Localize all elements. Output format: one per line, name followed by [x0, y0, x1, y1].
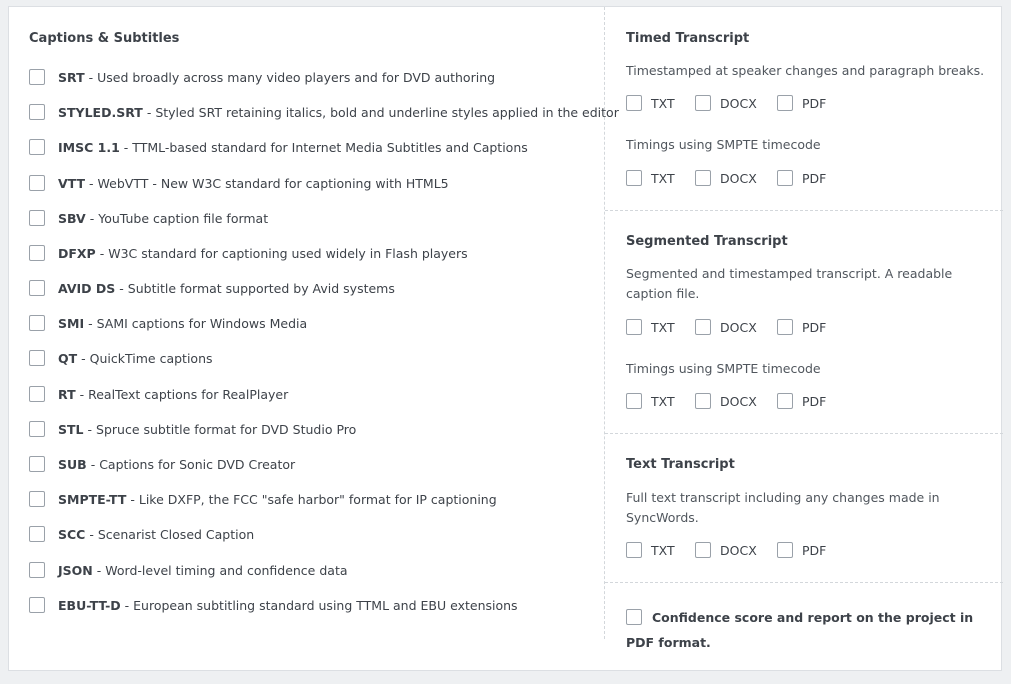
format-row-dfxp[interactable]	[29, 243, 468, 263]
option-label: PDF	[802, 95, 827, 111]
segmented-transcript-description: Segmented and timestamped transcript. A readable caption file.	[626, 266, 953, 301]
section-divider	[605, 210, 1003, 211]
format-code: SCC	[58, 526, 86, 542]
option-label: PDF	[802, 542, 827, 558]
checkbox[interactable]	[695, 542, 711, 558]
format-checkbox[interactable]	[29, 562, 45, 578]
format-separator: -	[81, 350, 86, 366]
format-checkbox[interactable]	[29, 245, 45, 261]
format-code: SRT	[58, 69, 85, 85]
format-separator: -	[87, 421, 93, 437]
checkbox[interactable]	[626, 95, 642, 111]
format-code: VTT	[58, 175, 86, 191]
format-checkbox[interactable]	[29, 491, 45, 507]
checkbox[interactable]	[695, 170, 711, 186]
format-row-qt[interactable]	[29, 348, 213, 368]
format-separator: -	[79, 386, 85, 402]
checkbox[interactable]	[695, 393, 711, 409]
format-row-sub[interactable]	[29, 454, 295, 474]
format-checkbox[interactable]	[29, 350, 45, 366]
timed-transcript-description: Timestamped at speaker changes and paragraph breaks.	[626, 63, 985, 78]
format-checkbox[interactable]	[29, 456, 45, 472]
text-docx-option[interactable]	[695, 542, 759, 558]
confidence-report-option[interactable]	[626, 605, 976, 655]
option-label: TXT	[651, 170, 675, 186]
format-description: Captions for Sonic DVD Creator	[99, 456, 296, 472]
format-checkbox[interactable]	[29, 69, 45, 85]
timed-smpte-txt-option[interactable]	[626, 170, 677, 186]
format-code: IMSC 1.1	[58, 139, 120, 155]
format-code: STL	[58, 421, 84, 437]
option-label: DOCX	[720, 95, 757, 111]
format-checkbox[interactable]	[29, 386, 45, 402]
text-transcript-description: Full text transcript including any changes made in SyncWords.	[626, 490, 940, 525]
format-description: QuickTime captions	[89, 350, 213, 366]
option-label: TXT	[651, 393, 675, 409]
format-code: SMPTE-TT	[58, 491, 127, 507]
format-description: WebVTT - New W3C standard for captioning with HTML5	[97, 175, 449, 191]
section-divider	[605, 433, 1003, 434]
text-file-options	[626, 540, 844, 560]
format-description: Spruce subtitle format for DVD Studio Pro	[96, 421, 357, 437]
format-description: Subtitle format supported by Avid systems	[127, 280, 395, 296]
format-description: Used broadly across many video players and for DVD authoring	[97, 69, 496, 85]
format-row-ebu-tt-d[interactable]	[29, 595, 518, 615]
format-row-vtt[interactable]	[29, 173, 449, 193]
timed-smpte-pdf-option[interactable]	[777, 170, 826, 186]
format-checkbox[interactable]	[29, 421, 45, 437]
format-row-avid-ds[interactable]	[29, 278, 395, 298]
checkbox[interactable]	[626, 170, 642, 186]
checkbox[interactable]	[777, 319, 793, 335]
option-label: TXT	[651, 319, 675, 335]
format-code: QT	[58, 350, 78, 366]
format-row-rt[interactable]	[29, 384, 288, 404]
format-separator: -	[123, 139, 129, 155]
segmented-smpte-file-options	[626, 391, 844, 411]
format-description: SAMI captions for Windows Media	[96, 315, 308, 331]
format-separator: -	[90, 456, 96, 472]
timed-transcript-title: Timed Transcript	[626, 31, 750, 46]
timed-smpte-label: Timings using SMPTE timecode	[626, 137, 821, 152]
format-checkbox[interactable]	[29, 175, 45, 191]
captions-subtitles-title: Captions & Subtitles	[29, 31, 180, 46]
format-description: Scenarist Closed Caption	[97, 526, 255, 542]
text-transcript-title: Text Transcript	[626, 457, 735, 472]
segmented-smpte-docx-option[interactable]	[695, 393, 759, 409]
export-options-panel	[8, 6, 1002, 671]
format-code: EBU-TT-D	[58, 597, 121, 613]
option-label: PDF	[802, 170, 827, 186]
format-checkbox[interactable]	[29, 210, 45, 226]
format-row-smi[interactable]	[29, 313, 307, 333]
text-pdf-option[interactable]	[777, 542, 826, 558]
option-label: DOCX	[720, 170, 757, 186]
option-label: DOCX	[720, 542, 757, 558]
format-code: SMI	[58, 315, 85, 331]
section-divider	[605, 582, 1003, 583]
text-txt-option[interactable]	[626, 542, 677, 558]
segmented-smpte-label: Timings using SMPTE timecode	[626, 361, 821, 376]
format-row-stl[interactable]	[29, 419, 356, 439]
format-separator: -	[88, 69, 94, 85]
segmented-pdf-option[interactable]	[777, 319, 826, 335]
format-checkbox[interactable]	[29, 315, 45, 331]
format-row-scc[interactable]	[29, 524, 254, 544]
format-checkbox[interactable]	[29, 104, 45, 120]
format-row-smpte-tt[interactable]	[29, 489, 497, 509]
checkbox[interactable]	[626, 542, 642, 558]
format-checkbox[interactable]	[29, 526, 45, 542]
format-row-styled-srt[interactable]	[29, 102, 619, 122]
format-row-srt[interactable]	[29, 67, 495, 87]
segmented-smpte-pdf-option[interactable]	[777, 393, 826, 409]
format-description: Styled SRT retaining italics, bold and underline styles applied in the editor	[155, 104, 619, 120]
format-separator: -	[119, 280, 124, 296]
format-code: STYLED.SRT	[58, 104, 143, 120]
checkbox[interactable]	[695, 95, 711, 111]
format-row-sbv[interactable]	[29, 208, 268, 228]
timed-file-options	[626, 93, 844, 113]
segmented-file-options	[626, 317, 844, 337]
checkbox[interactable]	[695, 319, 711, 335]
segmented-smpte-txt-option[interactable]	[626, 393, 677, 409]
timed-smpte-docx-option[interactable]	[695, 170, 759, 186]
timed-txt-option[interactable]	[626, 95, 677, 111]
format-separator: -	[96, 562, 102, 578]
format-code: JSON	[58, 562, 93, 578]
confidence-checkbox[interactable]	[626, 609, 642, 625]
format-code: SUB	[58, 456, 87, 472]
format-separator: -	[99, 245, 105, 261]
format-checkbox[interactable]	[29, 597, 45, 613]
format-description: Like DXFP, the FCC "safe harbor" format for IP captioning	[138, 491, 497, 507]
option-label: PDF	[802, 393, 827, 409]
option-label: PDF	[802, 319, 827, 335]
format-separator: -	[89, 526, 94, 542]
timed-pdf-option[interactable]	[777, 95, 826, 111]
checkbox[interactable]	[777, 95, 793, 111]
format-description: European subtitling standard using TTML and EBU extensions	[133, 597, 518, 613]
timed-docx-option[interactable]	[695, 95, 759, 111]
confidence-label: Confidence score and report on the project in PDF format.	[626, 610, 974, 650]
checkbox[interactable]	[626, 393, 642, 409]
format-separator: -	[88, 315, 93, 331]
format-separator: -	[89, 175, 94, 191]
checkbox[interactable]	[777, 542, 793, 558]
option-label: DOCX	[720, 393, 757, 409]
timed-smpte-file-options	[626, 168, 844, 188]
format-separator: -	[146, 104, 152, 120]
option-label: TXT	[651, 542, 675, 558]
format-code: DFXP	[58, 245, 96, 261]
format-code: SBV	[58, 210, 86, 226]
format-row-json[interactable]	[29, 560, 348, 580]
option-label: DOCX	[720, 319, 757, 335]
format-description: TTML-based standard for Internet Media Subtitles and Captions	[132, 139, 528, 155]
format-description: W3C standard for captioning used widely in Flash players	[108, 245, 468, 261]
format-description: RealText captions for RealPlayer	[88, 386, 289, 402]
checkbox[interactable]	[777, 170, 793, 186]
format-code: AVID DS	[58, 280, 116, 296]
format-checkbox[interactable]	[29, 139, 45, 155]
format-row-imsc[interactable]	[29, 137, 528, 157]
format-checkbox[interactable]	[29, 280, 45, 296]
format-description: Word-level timing and confidence data	[105, 562, 348, 578]
format-separator: -	[130, 491, 135, 507]
format-code: RT	[58, 386, 76, 402]
checkbox[interactable]	[626, 319, 642, 335]
format-separator: -	[124, 597, 130, 613]
segmented-txt-option[interactable]	[626, 319, 677, 335]
format-separator: -	[89, 210, 95, 226]
checkbox[interactable]	[777, 393, 793, 409]
format-description: YouTube caption file format	[98, 210, 269, 226]
column-divider	[604, 7, 605, 639]
segmented-transcript-title: Segmented Transcript	[626, 234, 788, 249]
option-label: TXT	[651, 95, 675, 111]
segmented-docx-option[interactable]	[695, 319, 759, 335]
